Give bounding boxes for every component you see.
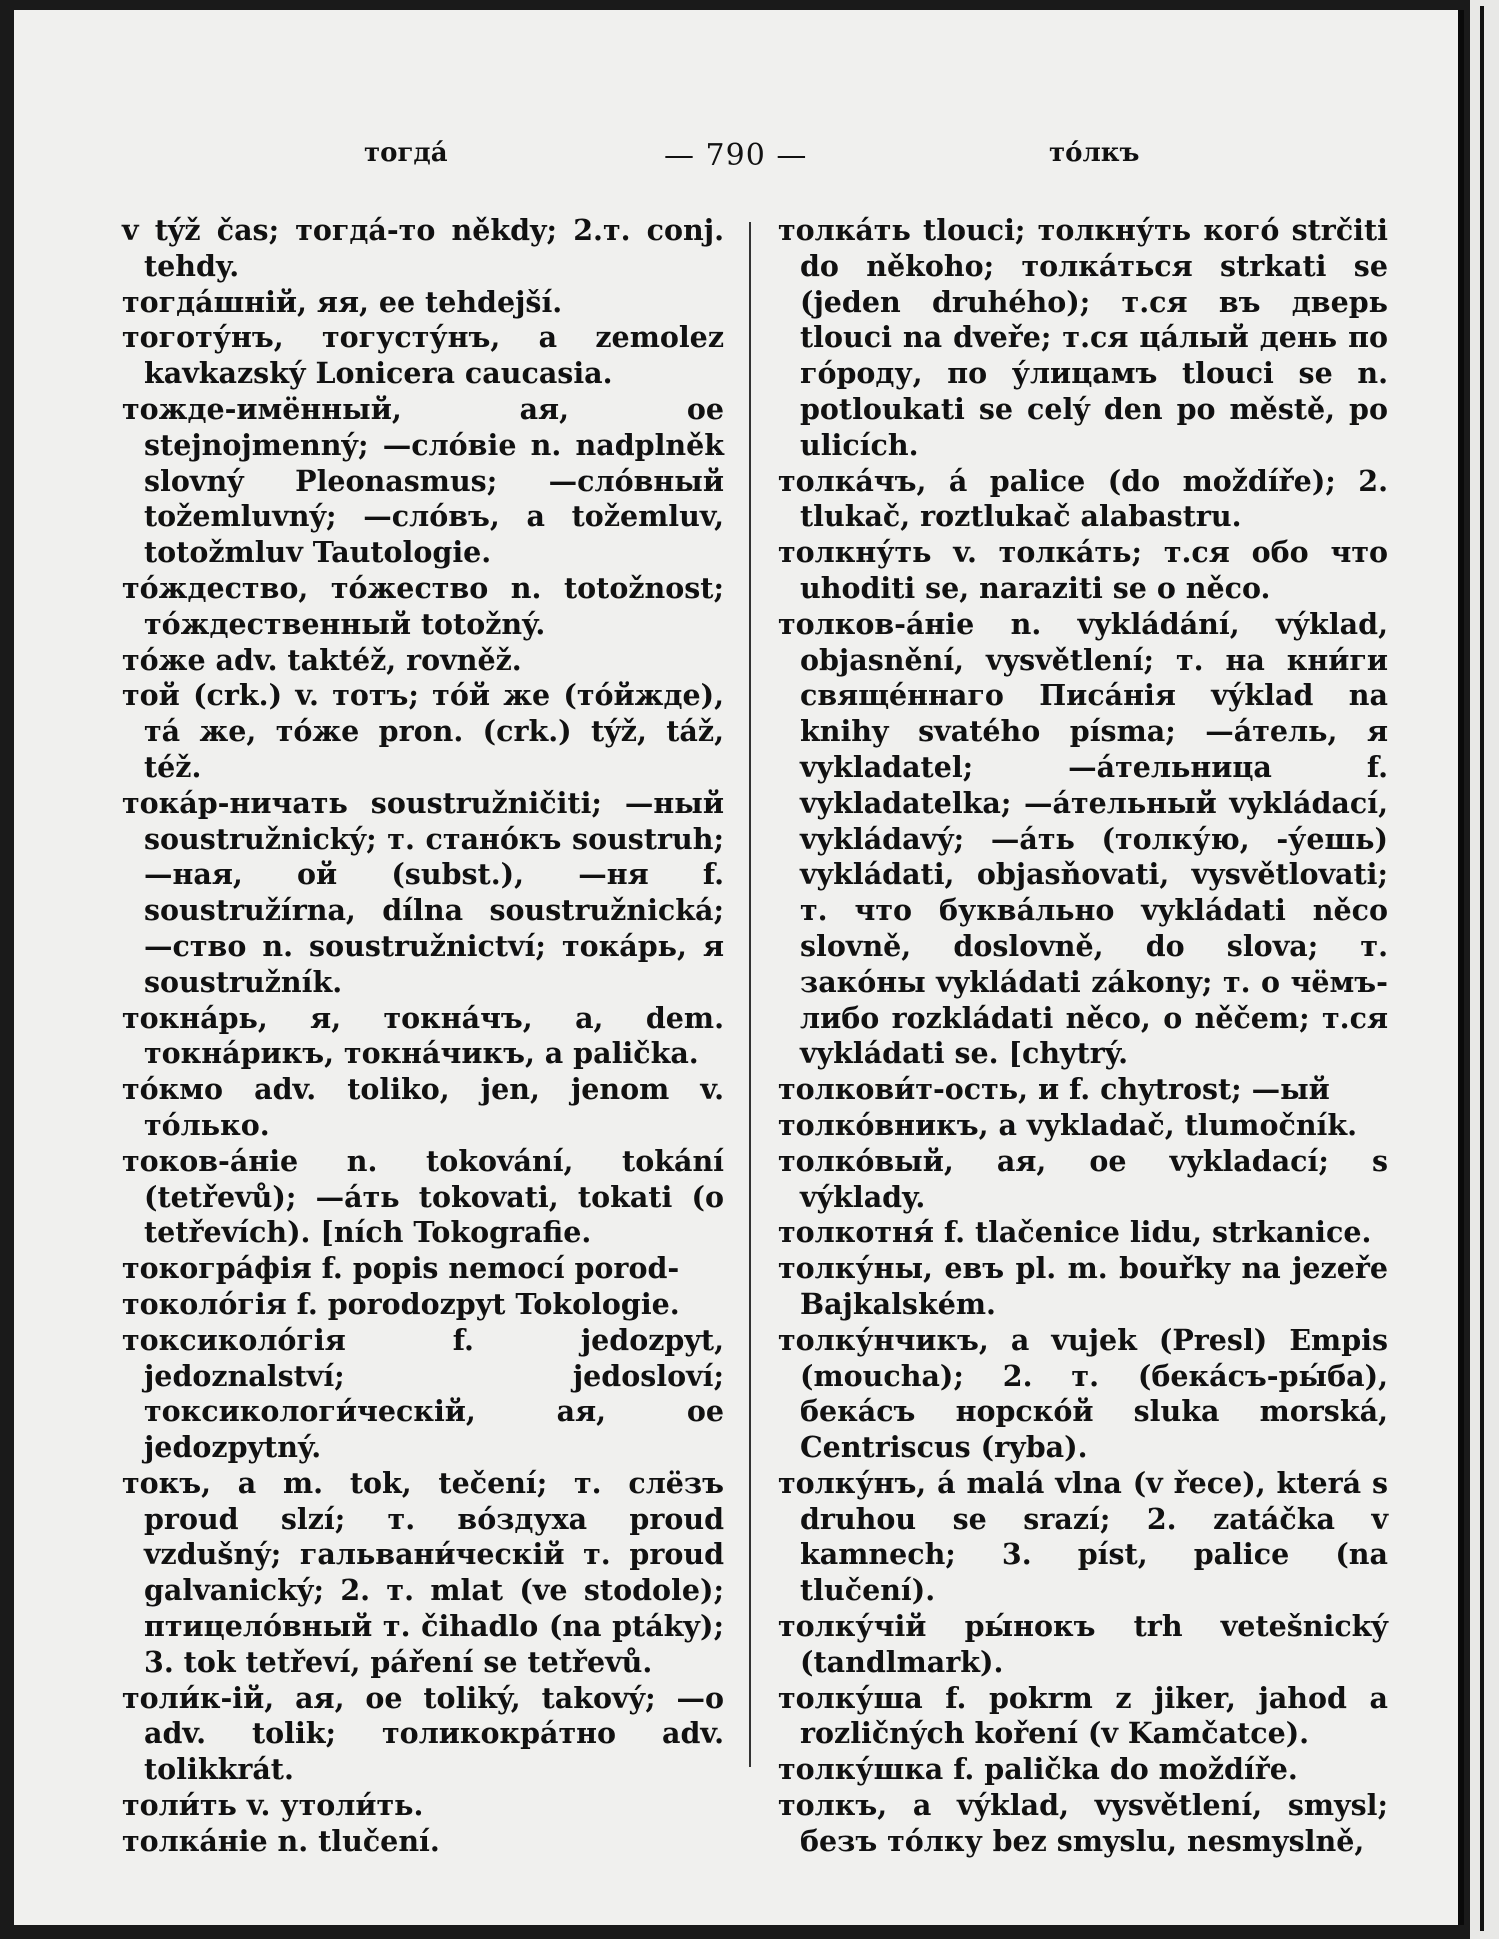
- entry: толкотня́ f. tlačenice lidu, strkanice.: [778, 1215, 1372, 1250]
- header-right-guideword: то́лкъ: [1049, 138, 1140, 168]
- entry: толко́вникъ, а vykladač, tlumočník.: [778, 1107, 1358, 1142]
- entry: толкъ, а výklad, vysvětlení, smysl; безъ то́лку bez smyslu, nesmyslně,: [778, 1788, 1388, 1858]
- entry: толку́ша f. pokrm z jiker, jahod a rozličných koření (v Kamčatce).: [778, 1680, 1388, 1751]
- column-divider: [749, 222, 751, 1767]
- entry: толи́к-ій, ая, ое toliký, takový; —о adv. tolik; толикокра́тно adv. tolikkrát.: [122, 1680, 724, 1787]
- entry: тожде-имённый, ая, ое stejnojmenný; —сло́віе n. nadplněk slovný Pleonasmus; —сло́вный tožemluvný; —сло́въ, а tožemluv, totožmluv Tautologie.: [122, 391, 724, 570]
- page-header: [104, 138, 1404, 178]
- entry: токъ, а m. tok, tečení; т. слёзъ proud slzí; т. во́здуха proud vzdušný; гальвани́ческій т. proud galvanický; 2. т. mlat (ve stodole); птицело́вный т. čihadlo (na ptáky); 3. tok tetřeví, páření se tetřevů.: [122, 1465, 724, 1679]
- entry: v týž čas; тогда́-то někdy; 2.т. conj. tehdy.: [122, 213, 724, 283]
- entry: толков-а́ніе n. vykládání, výklad, objasnění, vysvětlení; т. на кни́ги свяще́ннаго Писа́нія výklad na knihy svatého písma; —а́тель, я vykladatel; —а́тельница f. vykladatelka; —а́тельный vykládací, vykládavý; —а́ть (толку́ю, -у́ешь) vykládati, objasňovati, vysvětlovati; т. что буква́льно vykládati něco slovně, doslovně, do slova; т. зако́ны vykládati zákony; т. о чёмъ-либо rozkládati něco, o něčem; т.ся vykládati se. [chytrý.: [778, 606, 1388, 1071]
- entry: толка́ть tlouci; толкну́ть кого́ strčiti do někoho; толка́ться strkati se (jeden druhého); т.ся въ дверь tlouci na dveře; т.ся ца́лый день по го́роду, по у́лицамъ tlouci se n. potloukati se celý den po městě, po ulicích.: [778, 213, 1388, 462]
- entry: тогда́шній, яя, ее tehdejší.: [122, 284, 563, 319]
- entry: токсиколо́гія f. jedozpyt, jedoznalství; jedosloví; токсикологи́ческій, ая, ое jedozpytný.: [122, 1322, 724, 1465]
- entry: толку́шка f. palička do moždíře.: [778, 1752, 1298, 1787]
- entry: толка́чъ, а́ palice (do moždíře); 2. tlukač, roztlukač alabastru.: [778, 463, 1388, 534]
- page-number: — 790 —: [664, 138, 808, 173]
- entry: толка́ніе n. tlučení.: [122, 1823, 440, 1858]
- entry: толку́ны, евъ pl. m. bouřky na jezeře Bajkalském.: [778, 1251, 1388, 1321]
- entry: то́ждество, то́жество n. totožnost; то́ждественный totožný.: [122, 570, 724, 641]
- entry: толкну́ть v. толка́ть; т.ся обо что uhoditi se, naraziti se o něco.: [778, 535, 1388, 605]
- entry: токоло́гія f. porodozpyt Tokologie.: [122, 1286, 680, 1321]
- header-left-guideword: тогда́: [364, 138, 448, 168]
- entry: толку́нъ, а́ malá vlna (v řece), která s druhou se srazí; 2. zatáčka v kamnech; 3. píst, palice (na tlučení).: [778, 1465, 1388, 1608]
- entry: то́же adv. taktéž, rovněž.: [122, 642, 522, 677]
- entry: токна́рь, я, токна́чъ, а, dem. токна́рикъ, токна́чикъ, а palička.: [122, 1000, 724, 1071]
- right-column: [778, 213, 1388, 1860]
- entry: токогра́фія f. popis nemocí porod-: [122, 1251, 680, 1286]
- entry: толко́вый, ая, ое vykladací; s výklady.: [778, 1143, 1388, 1214]
- entry: токов-а́ніе n. tokování, tokání (tetřevů); —а́ть tokovati, tokati (o tetřevích). [ních Tokografie.: [122, 1143, 724, 1250]
- entry: тоготу́нъ, тогусту́нъ, а zemolez kavkazský Lonicera caucasia.: [122, 320, 724, 391]
- entry: толи́ть v. утоли́ть.: [122, 1788, 424, 1823]
- entry: тока́р-ничать soustružničiti; —ный soustružnický; т. стано́къ soustruh; —ная, ой (subst.), —ня f. soustružírna, dílna soustružnická; —ство n. soustružnictví; тока́рь, я soustružník.: [122, 785, 724, 999]
- entry: толку́нчикъ, а vujek (Presl) Empis (moucha); 2. т. (бека́съ-ры́ба), бека́съ норско́й sluka morská, Centriscus (ryba).: [778, 1322, 1388, 1465]
- left-column: [122, 213, 724, 1860]
- book-edge: [1470, 0, 1499, 1939]
- entry: то́кмо adv. toliko, jen, jenom v. то́лько.: [122, 1072, 724, 1142]
- dictionary-page: [14, 10, 1464, 1925]
- entry: толкови́т-ость, и f. chytrost; —ый: [778, 1072, 1330, 1107]
- entry: толку́чій ры́нокъ trh vetešnický (tandlmark).: [778, 1609, 1388, 1679]
- entry: той (crk.) v. тотъ; то́й же (то́йжде), та́ же, то́же pron. (crk.) týž, táž, též.: [122, 678, 724, 784]
